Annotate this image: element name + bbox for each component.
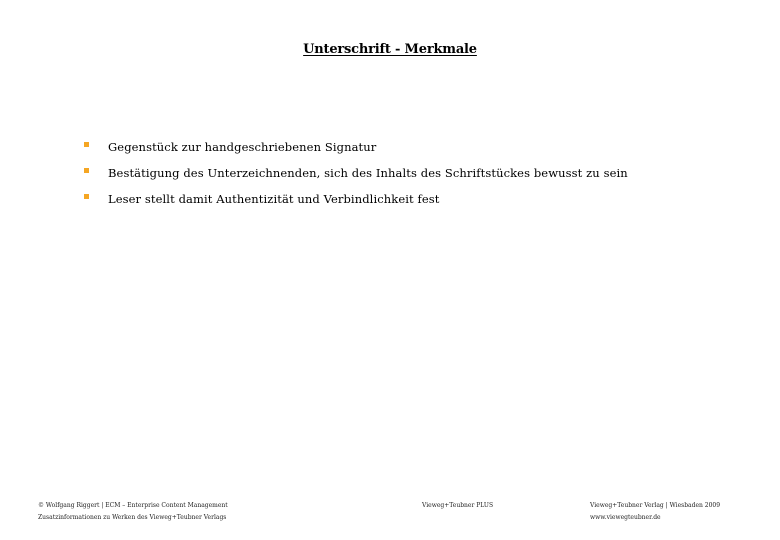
footer-copyright-line: © Wolfgang Riggert | ECM – Enterprise Content Management xyxy=(38,502,228,509)
footer-copyright xyxy=(38,500,228,524)
bullet-item xyxy=(84,134,628,160)
square-bullet-icon xyxy=(84,142,89,147)
footer-website: www.viewegteubner.de xyxy=(590,514,661,521)
square-bullet-icon xyxy=(84,194,89,199)
bullet-item xyxy=(84,186,628,212)
footer-info-line: Zusatzinformationen zu Werken des Vieweg+Teubner Verlags xyxy=(38,514,227,521)
footer-center xyxy=(422,500,493,512)
footer-publisher-line: Vieweg+Teubner Verlag | Wiesbaden 2009 xyxy=(590,502,721,509)
footer-brand: Vieweg+Teubner PLUS xyxy=(422,502,494,509)
footer-publisher xyxy=(590,500,720,524)
slide-title: Unterschrift - Merkmale xyxy=(303,42,477,57)
bullet-text: Bestätigung des Unterzeichnenden, sich des Inhalts des Schriftstückes bewusst zu sein xyxy=(108,166,628,180)
bullet-text: Gegenstück zur handgeschriebenen Signatur xyxy=(108,140,377,154)
bullet-item xyxy=(84,160,628,186)
bullet-text: Leser stellt damit Authentizität und Verbindlichkeit fest xyxy=(108,192,440,206)
bullet-list xyxy=(84,134,628,212)
square-bullet-icon xyxy=(84,168,89,173)
